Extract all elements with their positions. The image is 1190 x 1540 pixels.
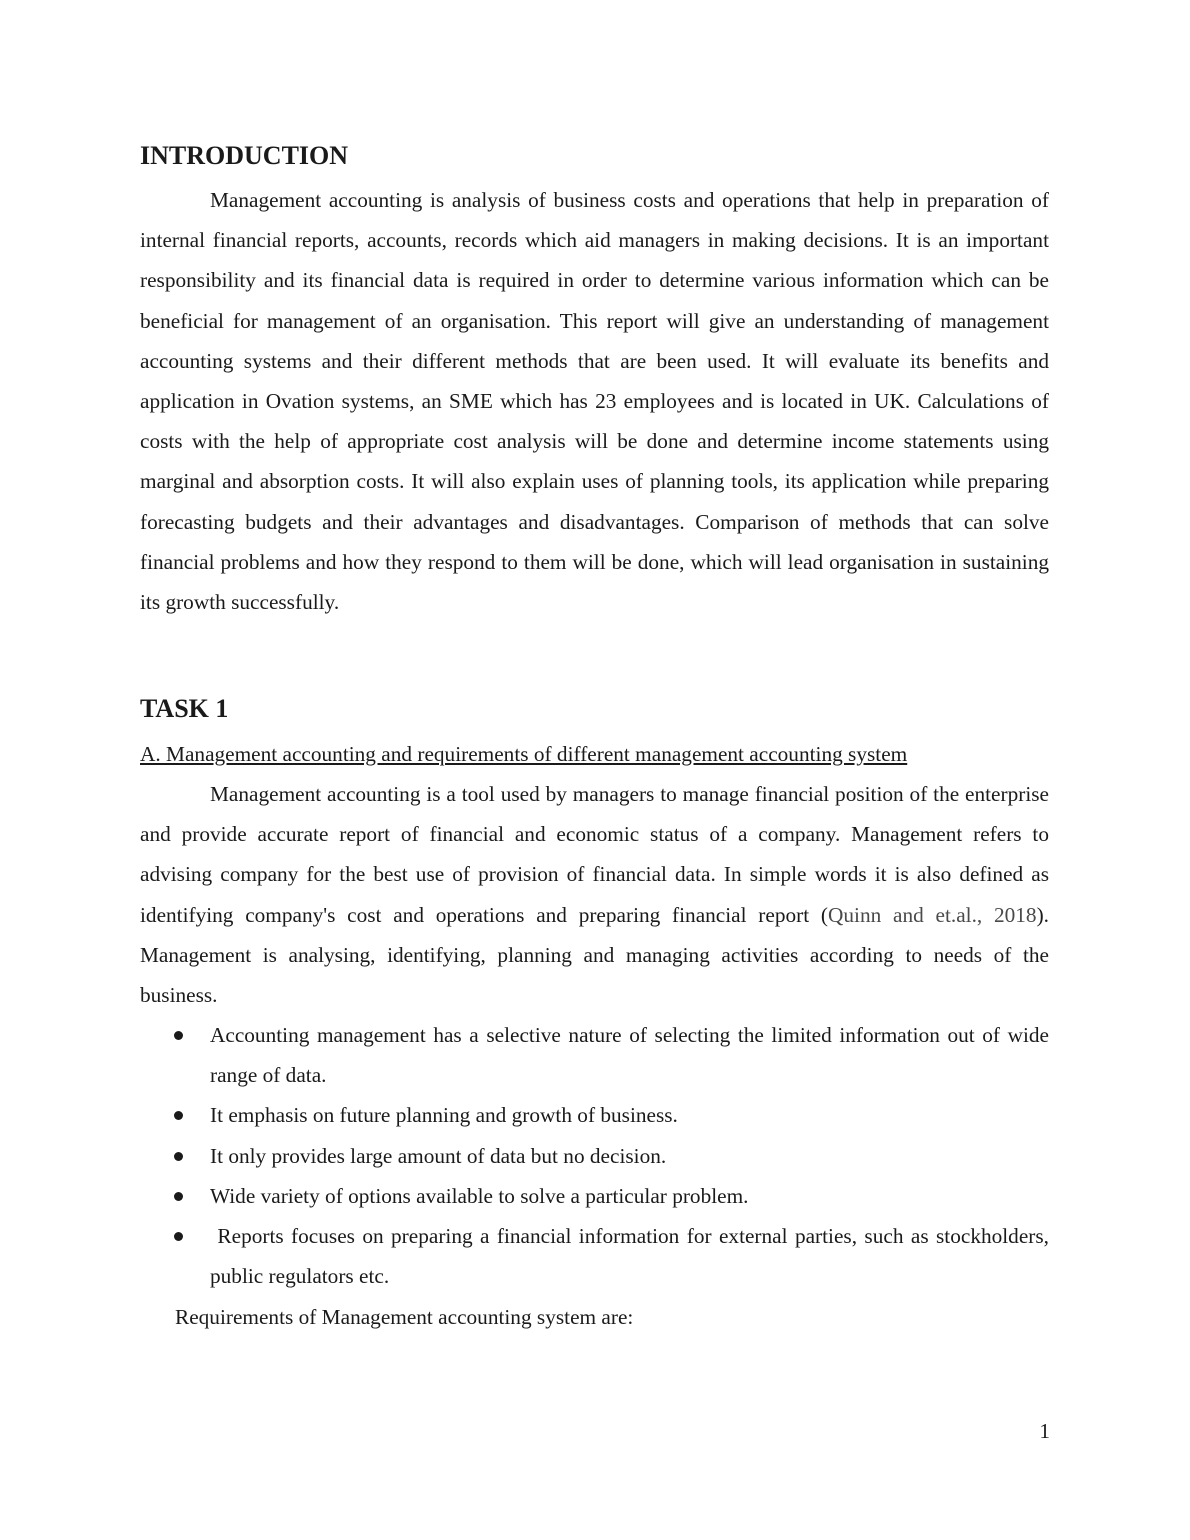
task1-paragraph	[140, 774, 1049, 1015]
bullet-list	[140, 1015, 1055, 1296]
task1-heading: TASK 1	[140, 694, 229, 723]
list-item	[140, 1216, 1055, 1296]
list-item	[140, 1015, 1049, 1095]
list-item-text: Reports focuses on preparing a financial information for external parties, such as stockholders, public regulators etc.	[210, 1224, 1055, 1289]
introduction-heading: INTRODUCTION	[140, 141, 349, 170]
paragraph-text-before-citation: Management accounting is a tool used by managers to manage financial position of the enterprise and provide accurate report of financial and economic status of a company. Management refers to advising company for the best use of provision of financial data. In simple words it is also defined as identifying company's cost and operations and preparing financial report (	[140, 782, 1049, 927]
list-item	[140, 1095, 1049, 1135]
list-item-text: It emphasis on future planning and growth of business.	[210, 1103, 678, 1128]
page-number: 1	[1039, 1419, 1050, 1443]
bullet-icon	[174, 1232, 183, 1241]
task1-subheading: A. Management accounting and requirements of different management accounting system	[140, 742, 908, 766]
citation: Quinn and et.al., 2018	[828, 902, 1037, 927]
introduction-paragraph: Management accounting is analysis of business costs and operations that help in preparation of internal financial reports, accounts, records which aid managers in making decisions. It is an important responsibility and its financial data is required in order to determine various information which can be beneficial for management of an organisation. This report will give an understanding of management accounting systems and their different methods that are been used. It will evaluate its benefits and application in Ovation systems, an SME which has 23 employees and is located in UK. Calculations of costs with the help of appropriate cost analysis will be done and determine income statements using marginal and absorption costs. It will also explain uses of planning tools, its application while preparing forecasting budgets and their advantages and disadvantages. Comparison of methods that can solve financial problems and how they respond to them will be done, which will lead organisation in sustaining its growth successfully.	[140, 188, 1049, 615]
list-item-text: It only provides large amount of data but no decision.	[210, 1143, 667, 1168]
list-item	[140, 1176, 1049, 1216]
paragraph-text-after-citation: ). Management is analysing, identifying, planning and managing activities according to needs of the business.	[140, 902, 1049, 1008]
bullet-icon	[174, 1031, 183, 1040]
list-item	[140, 1136, 1049, 1176]
bullet-icon	[174, 1152, 183, 1161]
bullet-icon	[174, 1111, 183, 1120]
list-item-text: Wide variety of options available to solve a particular problem.	[210, 1183, 749, 1208]
requirements-line: Requirements of Management accounting system are:	[175, 1305, 634, 1329]
list-item-text: Accounting management has a selective nature of selecting the limited information out of wide range of data.	[210, 1023, 1049, 1088]
bullet-icon	[174, 1192, 183, 1201]
